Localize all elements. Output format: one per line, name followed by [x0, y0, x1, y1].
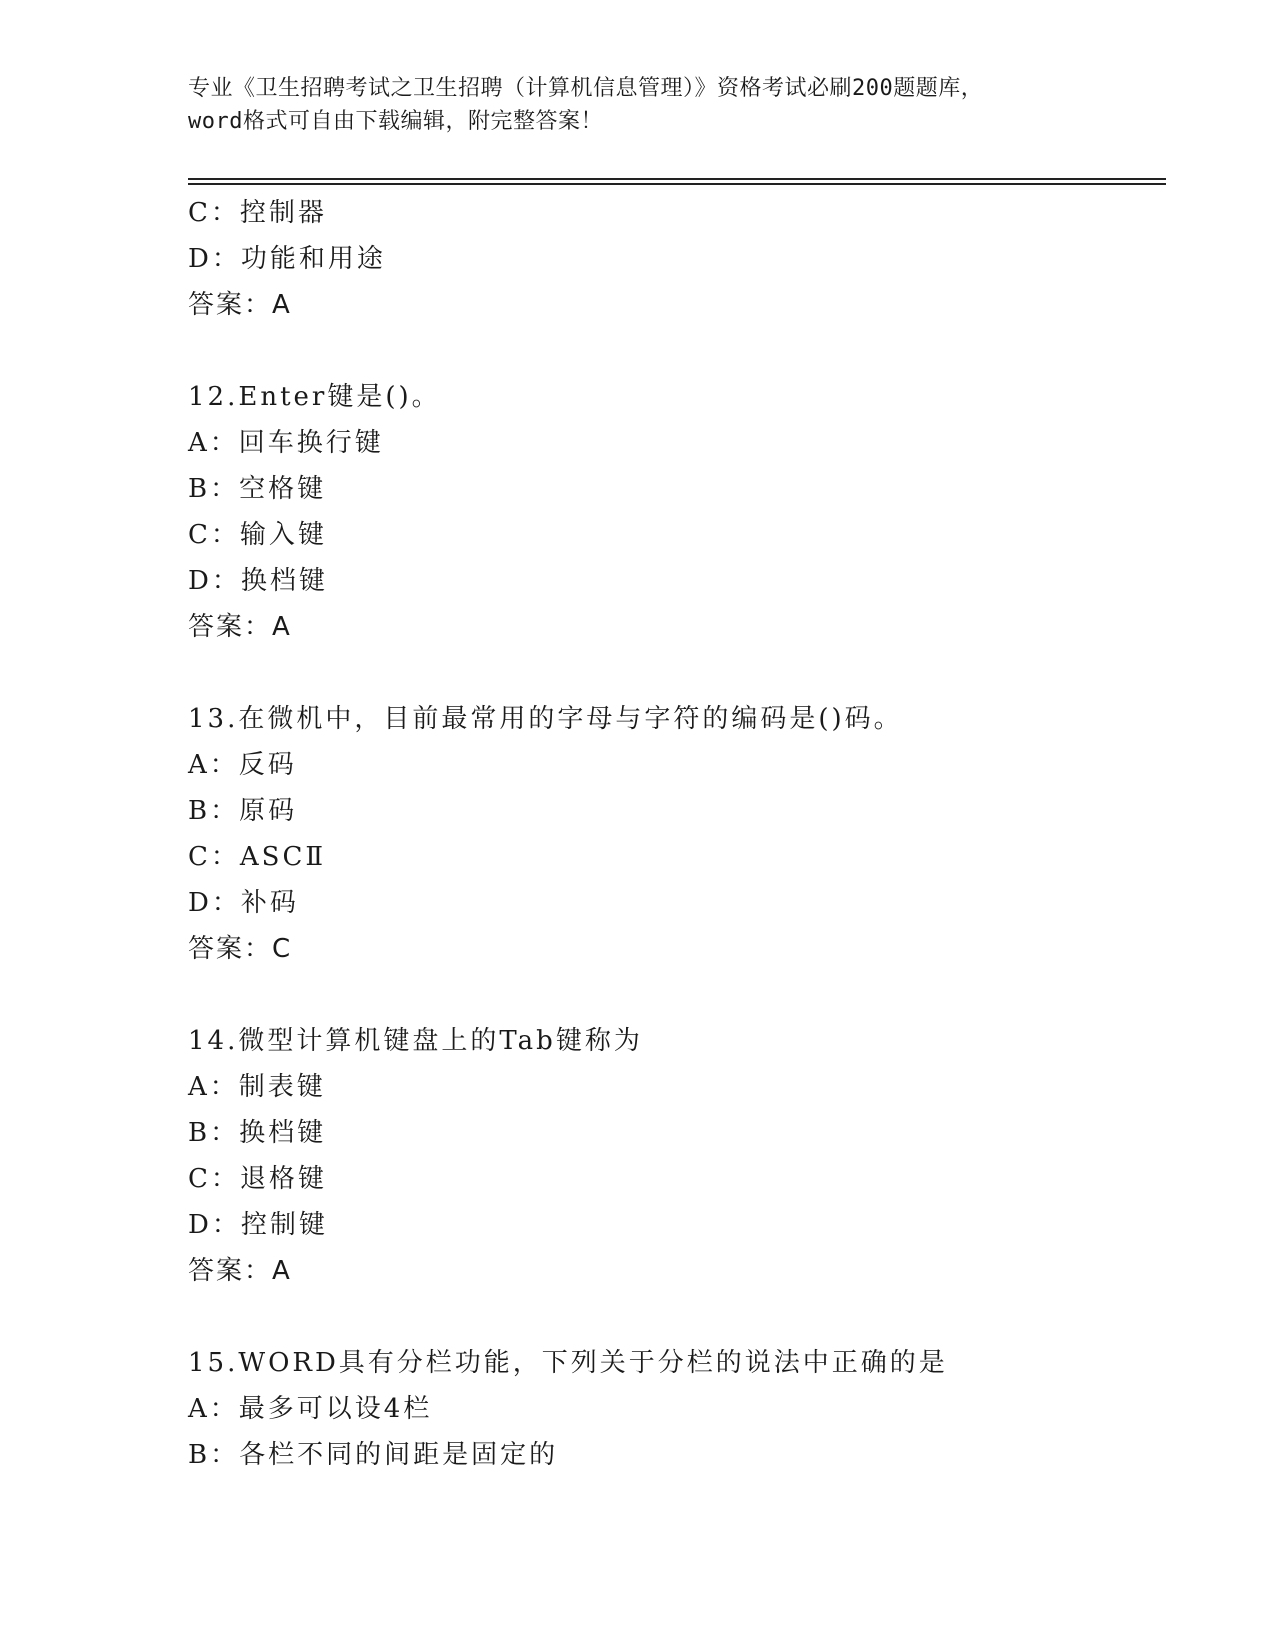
option-b: B：各栏不同的间距是固定的 — [188, 1440, 559, 1470]
header-line-2: word格式可自由下载编辑，附完整答案！ — [188, 109, 603, 134]
question-11-continued — [188, 190, 1148, 328]
answer: 答案：A — [188, 1256, 292, 1286]
header-line-1: 专业《卫生招聘考试之卫生招聘（计算机信息管理）》资格考试必刷200题题库， — [188, 76, 984, 101]
question-13 — [188, 696, 1148, 972]
answer: 答案：A — [188, 290, 292, 320]
header-rule-top — [188, 178, 1166, 180]
option-b: B：原码 — [188, 796, 298, 826]
option-c: C：控制器 — [188, 198, 327, 228]
option-d: D：换档键 — [188, 566, 328, 596]
question-14 — [188, 1018, 1148, 1294]
option-b: B：换档键 — [188, 1118, 327, 1148]
spacer — [188, 650, 1148, 696]
question-15 — [188, 1340, 1148, 1478]
option-d: D：补码 — [188, 888, 299, 918]
header-rule-bottom — [188, 183, 1166, 185]
question-stem: 15.WORD具有分栏功能，下列关于分栏的说法中正确的是 — [188, 1348, 948, 1378]
question-stem: 13.在微机中，目前最常用的字母与字符的编码是()码。 — [188, 704, 903, 734]
question-12 — [188, 374, 1148, 650]
option-c: C：ASCⅡ — [188, 842, 327, 872]
question-content — [188, 190, 1148, 1478]
answer: 答案：C — [188, 934, 293, 964]
option-a: A：最多可以设4栏 — [188, 1394, 433, 1424]
document-header — [188, 72, 1088, 138]
question-stem: 12.Enter键是()。 — [188, 382, 441, 412]
option-d: D：控制键 — [188, 1210, 328, 1240]
option-a: A：反码 — [188, 750, 297, 780]
option-a: A：回车换行键 — [188, 428, 384, 458]
option-c: C：输入键 — [188, 520, 327, 550]
option-d: D：功能和用途 — [188, 244, 386, 274]
option-b: B：空格键 — [188, 474, 327, 504]
spacer — [188, 1294, 1148, 1340]
answer: 答案：A — [188, 612, 292, 642]
option-a: A：制表键 — [188, 1072, 326, 1102]
spacer — [188, 972, 1148, 1018]
question-stem: 14.微型计算机键盘上的Tab键称为 — [188, 1026, 643, 1056]
option-c: C：退格键 — [188, 1164, 327, 1194]
spacer — [188, 328, 1148, 374]
